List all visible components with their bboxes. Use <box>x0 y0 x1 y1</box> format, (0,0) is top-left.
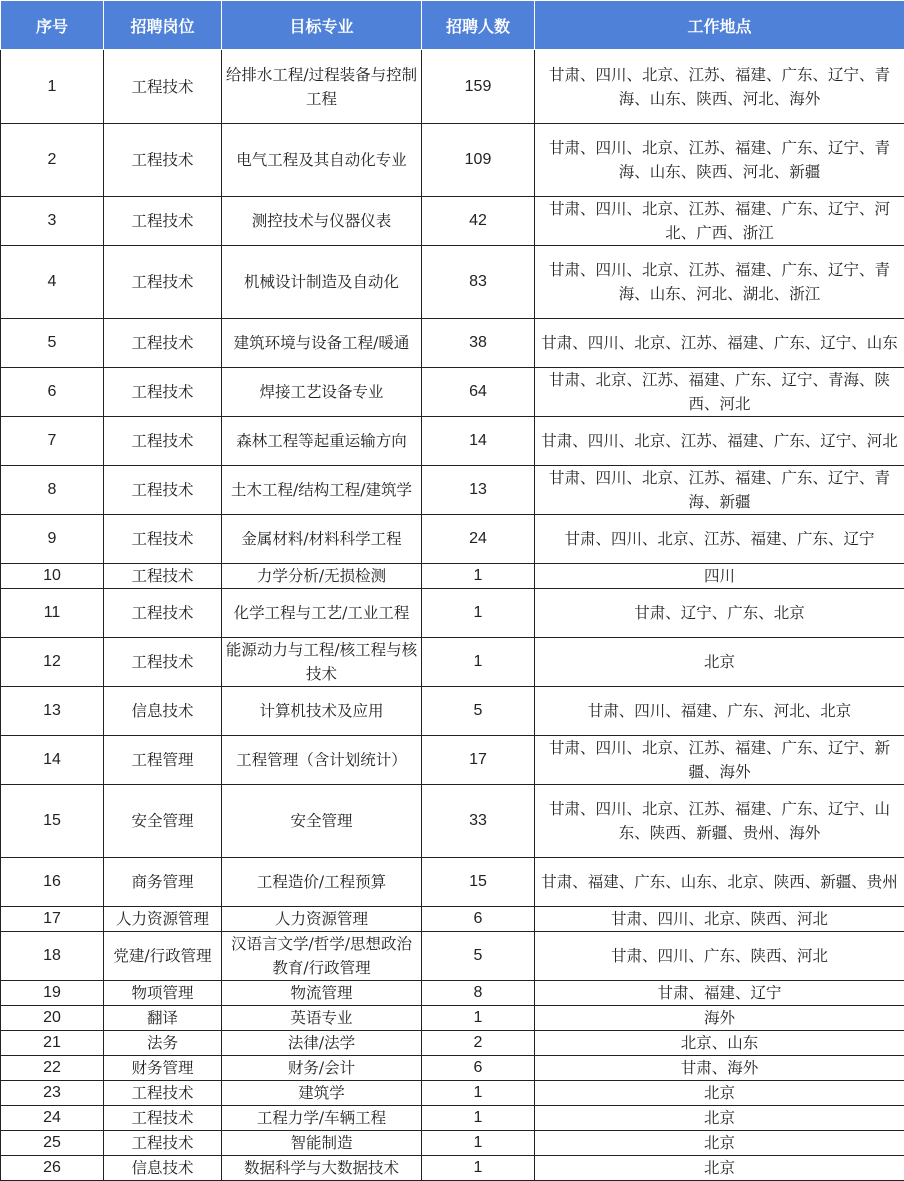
serial-number-cell: 16 <box>1 858 104 907</box>
target-major-cell: 给排水工程/过程装备与控制工程 <box>222 50 422 124</box>
position-cell: 法务 <box>104 1031 222 1056</box>
position-cell: 工程管理 <box>104 736 222 785</box>
headcount-cell: 5 <box>422 687 535 736</box>
headcount-cell: 1 <box>422 1156 535 1181</box>
headcount-cell: 38 <box>422 319 535 368</box>
table-row <box>1 687 904 736</box>
work-location-cell: 甘肃、福建、广东、山东、北京、陕西、新疆、贵州 <box>535 858 904 907</box>
target-major-cell: 金属材料/材料科学工程 <box>222 515 422 564</box>
target-major-cell: 汉语言文学/哲学/思想政治教育/行政管理 <box>222 932 422 981</box>
position-cell: 工程技术 <box>104 515 222 564</box>
work-location-cell: 甘肃、四川、北京、江苏、福建、广东、辽宁、青海、山东、陕西、河北、新疆 <box>535 124 904 197</box>
serial-number-cell: 7 <box>1 417 104 466</box>
table-row <box>1 1131 904 1156</box>
position-cell: 工程技术 <box>104 1106 222 1131</box>
headcount-cell: 17 <box>422 736 535 785</box>
work-location-cell: 甘肃、四川、北京、江苏、福建、广东、辽宁、河北 <box>535 417 904 466</box>
header-headcount: 招聘人数 <box>422 1 535 50</box>
header-target-major: 目标专业 <box>222 1 422 50</box>
table-row <box>1 589 904 638</box>
target-major-cell: 法律/法学 <box>222 1031 422 1056</box>
table-row <box>1 124 904 197</box>
work-location-cell: 甘肃、海外 <box>535 1056 904 1081</box>
headcount-cell: 1 <box>422 1131 535 1156</box>
table-row <box>1 564 904 589</box>
target-major-cell: 机械设计制造及自动化 <box>222 246 422 319</box>
target-major-cell: 财务/会计 <box>222 1056 422 1081</box>
target-major-cell: 焊接工艺设备专业 <box>222 368 422 417</box>
table-row <box>1 1156 904 1181</box>
headcount-cell: 33 <box>422 785 535 858</box>
table-row <box>1 1056 904 1081</box>
position-cell: 翻译 <box>104 1006 222 1031</box>
serial-number-cell: 18 <box>1 932 104 981</box>
target-major-cell: 电气工程及其自动化专业 <box>222 124 422 197</box>
serial-number-cell: 24 <box>1 1106 104 1131</box>
position-cell: 人力资源管理 <box>104 907 222 932</box>
target-major-cell: 计算机技术及应用 <box>222 687 422 736</box>
target-major-cell: 工程力学/车辆工程 <box>222 1106 422 1131</box>
headcount-cell: 5 <box>422 932 535 981</box>
work-location-cell: 北京 <box>535 638 904 687</box>
headcount-cell: 6 <box>422 907 535 932</box>
table-row <box>1 638 904 687</box>
header-row <box>1 1 904 50</box>
work-location-cell: 甘肃、四川、北京、江苏、福建、广东、辽宁、河北、广西、浙江 <box>535 197 904 246</box>
target-major-cell: 物流管理 <box>222 981 422 1006</box>
headcount-cell: 1 <box>422 1006 535 1031</box>
position-cell: 信息技术 <box>104 1156 222 1181</box>
work-location-cell: 甘肃、四川、北京、江苏、福建、广东、辽宁、青海、新疆 <box>535 466 904 515</box>
header-position: 招聘岗位 <box>104 1 222 50</box>
table-row <box>1 785 904 858</box>
serial-number-cell: 1 <box>1 50 104 124</box>
work-location-cell: 甘肃、四川、北京、江苏、福建、广东、辽宁、山东、陕西、新疆、贵州、海外 <box>535 785 904 858</box>
work-location-cell: 甘肃、四川、广东、陕西、河北 <box>535 932 904 981</box>
serial-number-cell: 23 <box>1 1081 104 1106</box>
serial-number-cell: 11 <box>1 589 104 638</box>
work-location-cell: 甘肃、福建、辽宁 <box>535 981 904 1006</box>
target-major-cell: 测控技术与仪器仪表 <box>222 197 422 246</box>
table-row <box>1 932 904 981</box>
position-cell: 工程技术 <box>104 319 222 368</box>
headcount-cell: 15 <box>422 858 535 907</box>
work-location-cell: 北京 <box>535 1131 904 1156</box>
serial-number-cell: 9 <box>1 515 104 564</box>
position-cell: 物项管理 <box>104 981 222 1006</box>
table-row <box>1 1106 904 1131</box>
headcount-cell: 83 <box>422 246 535 319</box>
table-row <box>1 981 904 1006</box>
headcount-cell: 64 <box>422 368 535 417</box>
position-cell: 工程技术 <box>104 466 222 515</box>
position-cell: 工程技术 <box>104 246 222 319</box>
serial-number-cell: 20 <box>1 1006 104 1031</box>
target-major-cell: 建筑环境与设备工程/暖通 <box>222 319 422 368</box>
serial-number-cell: 17 <box>1 907 104 932</box>
serial-number-cell: 25 <box>1 1131 104 1156</box>
position-cell: 商务管理 <box>104 858 222 907</box>
position-cell: 工程技术 <box>104 50 222 124</box>
table-row <box>1 466 904 515</box>
target-major-cell: 森林工程等起重运输方向 <box>222 417 422 466</box>
target-major-cell: 数据科学与大数据技术 <box>222 1156 422 1181</box>
headcount-cell: 13 <box>422 466 535 515</box>
work-location-cell: 甘肃、辽宁、广东、北京 <box>535 589 904 638</box>
work-location-cell: 甘肃、四川、北京、江苏、福建、广东、辽宁 <box>535 515 904 564</box>
target-major-cell: 工程造价/工程预算 <box>222 858 422 907</box>
work-location-cell: 甘肃、四川、北京、陕西、河北 <box>535 907 904 932</box>
headcount-cell: 8 <box>422 981 535 1006</box>
headcount-cell: 1 <box>422 1081 535 1106</box>
position-cell: 工程技术 <box>104 1081 222 1106</box>
headcount-cell: 1 <box>422 1106 535 1131</box>
work-location-cell: 甘肃、四川、北京、江苏、福建、广东、辽宁、青海、山东、陕西、河北、海外 <box>535 50 904 124</box>
work-location-cell: 四川 <box>535 564 904 589</box>
serial-number-cell: 13 <box>1 687 104 736</box>
headcount-cell: 1 <box>422 638 535 687</box>
serial-number-cell: 8 <box>1 466 104 515</box>
serial-number-cell: 6 <box>1 368 104 417</box>
position-cell: 工程技术 <box>104 368 222 417</box>
table-row <box>1 736 904 785</box>
work-location-cell: 甘肃、北京、江苏、福建、广东、辽宁、青海、陕西、河北 <box>535 368 904 417</box>
table-row <box>1 907 904 932</box>
serial-number-cell: 21 <box>1 1031 104 1056</box>
serial-number-cell: 5 <box>1 319 104 368</box>
table-row <box>1 858 904 907</box>
work-location-cell: 北京、山东 <box>535 1031 904 1056</box>
work-location-cell: 海外 <box>535 1006 904 1031</box>
target-major-cell: 智能制造 <box>222 1131 422 1156</box>
position-cell: 工程技术 <box>104 638 222 687</box>
target-major-cell: 人力资源管理 <box>222 907 422 932</box>
work-location-cell: 北京 <box>535 1106 904 1131</box>
table-row <box>1 319 904 368</box>
position-cell: 工程技术 <box>104 1131 222 1156</box>
table-row <box>1 197 904 246</box>
position-cell: 党建/行政管理 <box>104 932 222 981</box>
position-cell: 财务管理 <box>104 1056 222 1081</box>
headcount-cell: 14 <box>422 417 535 466</box>
target-major-cell: 英语专业 <box>222 1006 422 1031</box>
table-row <box>1 1031 904 1056</box>
serial-number-cell: 19 <box>1 981 104 1006</box>
work-location-cell: 甘肃、四川、福建、广东、河北、北京 <box>535 687 904 736</box>
position-cell: 工程技术 <box>104 564 222 589</box>
position-cell: 信息技术 <box>104 687 222 736</box>
headcount-cell: 109 <box>422 124 535 197</box>
serial-number-cell: 26 <box>1 1156 104 1181</box>
position-cell: 工程技术 <box>104 589 222 638</box>
table-row <box>1 368 904 417</box>
serial-number-cell: 15 <box>1 785 104 858</box>
target-major-cell: 工程管理（含计划统计） <box>222 736 422 785</box>
header-work-location: 工作地点 <box>535 1 904 50</box>
position-cell: 工程技术 <box>104 124 222 197</box>
headcount-cell: 2 <box>422 1031 535 1056</box>
serial-number-cell: 12 <box>1 638 104 687</box>
position-cell: 工程技术 <box>104 197 222 246</box>
headcount-cell: 6 <box>422 1056 535 1081</box>
serial-number-cell: 22 <box>1 1056 104 1081</box>
target-major-cell: 力学分析/无损检测 <box>222 564 422 589</box>
work-location-cell: 北京 <box>535 1156 904 1181</box>
headcount-cell: 1 <box>422 564 535 589</box>
headcount-cell: 42 <box>422 197 535 246</box>
headcount-cell: 1 <box>422 589 535 638</box>
target-major-cell: 建筑学 <box>222 1081 422 1106</box>
position-cell: 工程技术 <box>104 417 222 466</box>
work-location-cell: 甘肃、四川、北京、江苏、福建、广东、辽宁、山东 <box>535 319 904 368</box>
table-row <box>1 246 904 319</box>
serial-number-cell: 3 <box>1 197 104 246</box>
table-row <box>1 50 904 124</box>
table-row <box>1 417 904 466</box>
serial-number-cell: 10 <box>1 564 104 589</box>
table-row <box>1 1081 904 1106</box>
work-location-cell: 甘肃、四川、北京、江苏、福建、广东、辽宁、新疆、海外 <box>535 736 904 785</box>
target-major-cell: 化学工程与工艺/工业工程 <box>222 589 422 638</box>
target-major-cell: 能源动力与工程/核工程与核技术 <box>222 638 422 687</box>
work-location-cell: 甘肃、四川、北京、江苏、福建、广东、辽宁、青海、山东、河北、湖北、浙江 <box>535 246 904 319</box>
headcount-cell: 24 <box>422 515 535 564</box>
header-serial-number: 序号 <box>1 1 104 50</box>
target-major-cell: 安全管理 <box>222 785 422 858</box>
table-row <box>1 515 904 564</box>
position-cell: 安全管理 <box>104 785 222 858</box>
table-row <box>1 1006 904 1031</box>
serial-number-cell: 14 <box>1 736 104 785</box>
headcount-cell: 159 <box>422 50 535 124</box>
serial-number-cell: 4 <box>1 246 104 319</box>
target-major-cell: 土木工程/结构工程/建筑学 <box>222 466 422 515</box>
serial-number-cell: 2 <box>1 124 104 197</box>
work-location-cell: 北京 <box>535 1081 904 1106</box>
